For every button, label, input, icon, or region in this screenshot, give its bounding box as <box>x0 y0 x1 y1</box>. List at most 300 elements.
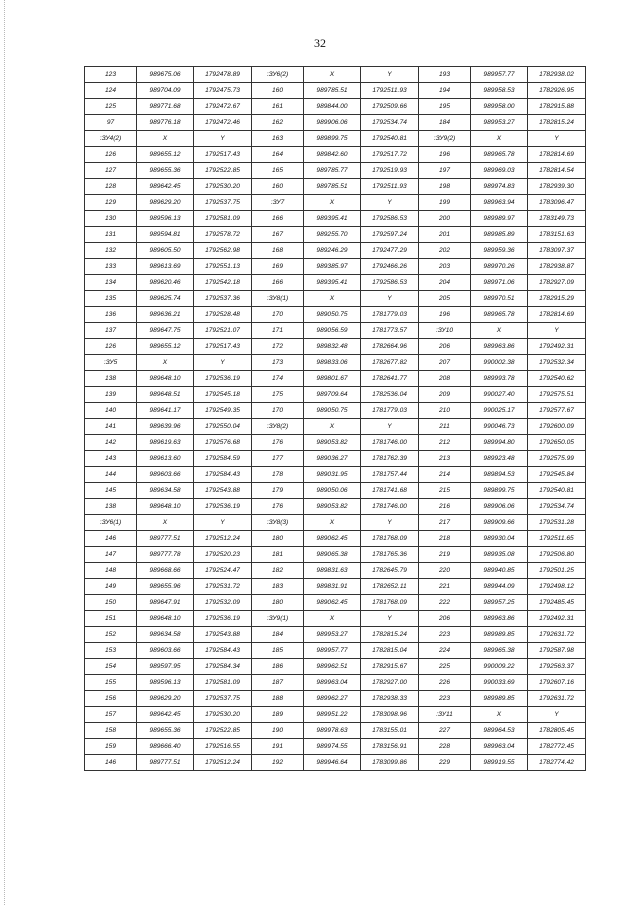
table-cell-x-coordinate: 989962.27 <box>304 691 361 707</box>
table-cell-point-number: 196 <box>419 307 471 323</box>
table-cell-point-number: 151 <box>85 611 137 627</box>
table-cell-y-coordinate: 1792537.36 <box>194 291 252 307</box>
table-cell-point-number: 149 <box>85 579 137 595</box>
table-cell-point-number: :ЗУ8(3) <box>252 515 304 531</box>
table-cell-point-number: 135 <box>85 291 137 307</box>
table-cell-y-coordinate: 1782805.45 <box>528 723 586 739</box>
table-cell-point-number: 163 <box>252 131 304 147</box>
table-cell-y-coordinate: 1792540.62 <box>528 371 586 387</box>
table-row <box>85 67 586 83</box>
table-cell-point-number: 176 <box>252 435 304 451</box>
table-cell-point-number: 124 <box>85 83 137 99</box>
table-row <box>85 115 586 131</box>
table-cell-x-coordinate: 989613.60 <box>137 451 194 467</box>
table-cell-point-number: 203 <box>419 259 471 275</box>
table-cell-point-number: 195 <box>419 99 471 115</box>
table-cell-x-coordinate: 990009.22 <box>471 659 528 675</box>
table-cell-y-coordinate: 1792511.93 <box>361 179 419 195</box>
table-cell-x-coordinate: 989666.40 <box>137 739 194 755</box>
table-cell-y-coordinate: 1781757.44 <box>361 467 419 483</box>
table-cell-point-number: 207 <box>419 355 471 371</box>
table-cell-point-number: 178 <box>252 467 304 483</box>
table-cell-point-number: 219 <box>419 547 471 563</box>
table-cell-y-coordinate: 1792584.43 <box>194 643 252 659</box>
table-cell-y-coordinate: 1781746.00 <box>361 435 419 451</box>
table-cell-point-number: :ЗУ6(1) <box>85 515 137 531</box>
table-cell-y-coordinate: 1792551.13 <box>194 259 252 275</box>
table-cell-point-number: 174 <box>252 371 304 387</box>
table-cell-x-coordinate: 989963.04 <box>304 675 361 691</box>
table-cell-x-coordinate: 989971.06 <box>471 275 528 291</box>
table-cell-x-coordinate: X <box>137 131 194 147</box>
table-cell-x-coordinate: 989785.51 <box>304 83 361 99</box>
table-cell-point-number: 180 <box>252 531 304 547</box>
table-cell-x-coordinate: 989953.27 <box>471 115 528 131</box>
table-cell-x-coordinate: 989831.91 <box>304 579 361 595</box>
table-cell-y-coordinate: 1783151.63 <box>528 227 586 243</box>
table-cell-y-coordinate: 1782927.00 <box>361 675 419 691</box>
table-cell-y-coordinate: 1783096.47 <box>528 195 586 211</box>
table-cell-y-coordinate: 1792575.51 <box>528 387 586 403</box>
table-cell-point-number: 224 <box>419 643 471 659</box>
table-cell-y-coordinate: 1782926.95 <box>528 83 586 99</box>
table-cell-point-number: 179 <box>252 483 304 499</box>
table-cell-y-coordinate: 1782774.42 <box>528 755 586 771</box>
table-cell-x-coordinate: 989963.04 <box>471 739 528 755</box>
table-cell-point-number: 216 <box>419 499 471 515</box>
table-cell-x-coordinate: 989989.97 <box>471 211 528 227</box>
table-row <box>85 99 586 115</box>
table-cell-point-number: 138 <box>85 499 137 515</box>
table-cell-x-coordinate: 990002.38 <box>471 355 528 371</box>
table-cell-point-number: 215 <box>419 483 471 499</box>
table-cell-y-coordinate: 1792537.75 <box>194 691 252 707</box>
table-cell-x-coordinate: 989899.75 <box>471 483 528 499</box>
table-cell-x-coordinate: 989605.50 <box>137 243 194 259</box>
table-cell-y-coordinate: 1792607.16 <box>528 675 586 691</box>
table-cell-x-coordinate: 989062.45 <box>304 595 361 611</box>
table-cell-point-number: 123 <box>85 67 137 83</box>
table-cell-x-coordinate: 989647.75 <box>137 323 194 339</box>
table-cell-point-number: 202 <box>419 243 471 259</box>
table-cell-y-coordinate: 1783156.91 <box>361 739 419 755</box>
table-cell-y-coordinate: 1782645.79 <box>361 563 419 579</box>
table-cell-x-coordinate: 989036.27 <box>304 451 361 467</box>
table-cell-point-number: 222 <box>419 595 471 611</box>
table-cell-y-coordinate: 1792522.85 <box>194 723 252 739</box>
table-cell-x-coordinate: 989785.51 <box>304 179 361 195</box>
table-cell-x-coordinate: 989959.36 <box>471 243 528 259</box>
table-cell-y-coordinate: 1782814.54 <box>528 163 586 179</box>
table-row <box>85 371 586 387</box>
table-cell-x-coordinate: 989050.75 <box>304 403 361 419</box>
table-cell-y-coordinate: 1792475.73 <box>194 83 252 99</box>
table-cell-point-number: 138 <box>85 371 137 387</box>
table-cell-y-coordinate: 1792536.19 <box>194 499 252 515</box>
table-cell-x-coordinate: X <box>304 291 361 307</box>
table-cell-point-number: 197 <box>419 163 471 179</box>
table-cell-y-coordinate: 1792532.09 <box>194 595 252 611</box>
table-cell-x-coordinate: 989940.85 <box>471 563 528 579</box>
table-row <box>85 499 586 515</box>
table-cell-point-number: 176 <box>252 499 304 515</box>
table-cell-x-coordinate: 989246.29 <box>304 243 361 259</box>
table-row <box>85 83 586 99</box>
table-cell-point-number: 142 <box>85 435 137 451</box>
table-cell-point-number: 170 <box>252 307 304 323</box>
table-cell-x-coordinate: 989970.26 <box>471 259 528 275</box>
table-cell-point-number: 162 <box>252 115 304 131</box>
table-cell-x-coordinate: 989675.06 <box>137 67 194 83</box>
table-cell-x-coordinate: X <box>471 707 528 723</box>
table-cell-x-coordinate: 989655.12 <box>137 339 194 355</box>
table-cell-y-coordinate: 1792563.37 <box>528 659 586 675</box>
table-cell-point-number: 160 <box>252 83 304 99</box>
table-cell-x-coordinate: 989831.63 <box>304 563 361 579</box>
table-cell-point-number: 201 <box>419 227 471 243</box>
table-cell-y-coordinate: 1792478.89 <box>194 67 252 83</box>
table-row <box>85 387 586 403</box>
table-cell-point-number: 223 <box>419 691 471 707</box>
table-cell-point-number: 166 <box>252 275 304 291</box>
table-cell-y-coordinate: 1782915.67 <box>361 659 419 675</box>
table-cell-x-coordinate: 989957.25 <box>471 595 528 611</box>
table-cell-y-coordinate: 1792519.93 <box>361 163 419 179</box>
table-cell-x-coordinate: 989603.66 <box>137 643 194 659</box>
table-cell-point-number: 175 <box>252 387 304 403</box>
table-cell-point-number: 139 <box>85 387 137 403</box>
table-cell-x-coordinate: 990027.40 <box>471 387 528 403</box>
table-cell-y-coordinate: 1783099.86 <box>361 755 419 771</box>
table-cell-point-number: 146 <box>85 531 137 547</box>
table-cell-y-coordinate: Y <box>528 707 586 723</box>
table-row <box>85 595 586 611</box>
table-cell-y-coordinate: 1792581.09 <box>194 211 252 227</box>
table-cell-y-coordinate: 1792517.43 <box>194 147 252 163</box>
table-cell-x-coordinate: X <box>304 67 361 83</box>
table-cell-x-coordinate: 990025.17 <box>471 403 528 419</box>
table-cell-point-number: 190 <box>252 723 304 739</box>
table-cell-point-number: 180 <box>252 595 304 611</box>
table-cell-x-coordinate: 989777.51 <box>137 531 194 547</box>
table-cell-point-number: 168 <box>252 243 304 259</box>
table-cell-point-number: 165 <box>252 163 304 179</box>
table-cell-y-coordinate: 1782815.24 <box>361 627 419 643</box>
coordinates-table-body <box>85 67 586 771</box>
table-cell-point-number: 208 <box>419 371 471 387</box>
table-cell-x-coordinate: 989668.66 <box>137 563 194 579</box>
table-cell-point-number: 228 <box>419 739 471 755</box>
table-row <box>85 227 586 243</box>
scan-margin-line <box>4 0 5 905</box>
table-cell-y-coordinate: 1792545.84 <box>528 467 586 483</box>
table-cell-y-coordinate: 1792512.24 <box>194 755 252 771</box>
table-cell-x-coordinate: 989385.97 <box>304 259 361 275</box>
table-cell-y-coordinate: 1781768.09 <box>361 531 419 547</box>
table-cell-y-coordinate: 1781773.57 <box>361 323 419 339</box>
table-cell-y-coordinate: 1792517.43 <box>194 339 252 355</box>
table-cell-y-coordinate: 1783097.37 <box>528 243 586 259</box>
table-cell-point-number: 213 <box>419 451 471 467</box>
table-cell-point-number: 193 <box>419 67 471 83</box>
table-cell-y-coordinate: 1792540.81 <box>361 131 419 147</box>
table-cell-y-coordinate: 1792631.72 <box>528 627 586 643</box>
table-cell-y-coordinate: 1792530.20 <box>194 179 252 195</box>
table-cell-x-coordinate: 989648.10 <box>137 499 194 515</box>
table-cell-x-coordinate: 989906.06 <box>471 499 528 515</box>
table-cell-x-coordinate: 989969.03 <box>471 163 528 179</box>
table-cell-x-coordinate: 989957.77 <box>471 67 528 83</box>
table-cell-y-coordinate: 1792545.18 <box>194 387 252 403</box>
table-cell-y-coordinate: 1792549.35 <box>194 403 252 419</box>
table-cell-x-coordinate: 989655.36 <box>137 163 194 179</box>
table-cell-y-coordinate: 1792517.72 <box>361 147 419 163</box>
table-cell-y-coordinate: 1792522.85 <box>194 163 252 179</box>
table-cell-y-coordinate: 1783155.01 <box>361 723 419 739</box>
table-cell-point-number: 186 <box>252 659 304 675</box>
table-cell-point-number: 221 <box>419 579 471 595</box>
table-cell-y-coordinate: Y <box>528 323 586 339</box>
table-row <box>85 659 586 675</box>
table-row <box>85 307 586 323</box>
table-cell-y-coordinate: 1792575.99 <box>528 451 586 467</box>
table-cell-y-coordinate: 1781779.03 <box>361 307 419 323</box>
table-cell-y-coordinate: 1782927.09 <box>528 275 586 291</box>
table-cell-point-number: 173 <box>252 355 304 371</box>
table-cell-point-number: 199 <box>419 195 471 211</box>
table-row <box>85 515 586 531</box>
table-cell-y-coordinate: 1792506.80 <box>528 547 586 563</box>
table-cell-point-number: 214 <box>419 467 471 483</box>
table-cell-y-coordinate: 1792586.53 <box>361 275 419 291</box>
table-cell-point-number: 152 <box>85 627 137 643</box>
table-row <box>85 419 586 435</box>
table-cell-x-coordinate: 989603.66 <box>137 467 194 483</box>
table-cell-x-coordinate: 989625.74 <box>137 291 194 307</box>
table-cell-y-coordinate: 1792512.24 <box>194 531 252 547</box>
table-cell-point-number: :ЗУ6(2) <box>252 67 304 83</box>
table-cell-point-number: 166 <box>252 211 304 227</box>
table-cell-y-coordinate: 1782652.11 <box>361 579 419 595</box>
table-cell-x-coordinate: 989944.09 <box>471 579 528 595</box>
table-cell-x-coordinate: 989842.60 <box>304 147 361 163</box>
table-cell-x-coordinate: 989655.96 <box>137 579 194 595</box>
table-row <box>85 339 586 355</box>
table-cell-y-coordinate: 1792562.98 <box>194 243 252 259</box>
table-cell-point-number: 154 <box>85 659 137 675</box>
table-cell-y-coordinate: 1792597.24 <box>361 227 419 243</box>
table-cell-x-coordinate: 989964.53 <box>471 723 528 739</box>
table-cell-x-coordinate: 989619.63 <box>137 435 194 451</box>
table-row <box>85 707 586 723</box>
table-row <box>85 675 586 691</box>
table-cell-point-number: 158 <box>85 723 137 739</box>
table-cell-x-coordinate: 989919.55 <box>471 755 528 771</box>
table-cell-point-number: 134 <box>85 275 137 291</box>
table-cell-x-coordinate: 989923.48 <box>471 451 528 467</box>
table-cell-point-number: :ЗУ10 <box>419 323 471 339</box>
coordinates-table <box>84 66 586 771</box>
table-cell-y-coordinate: 1792530.20 <box>194 707 252 723</box>
table-cell-y-coordinate: 1792534.74 <box>528 499 586 515</box>
table-cell-y-coordinate: 1792492.31 <box>528 339 586 355</box>
table-cell-y-coordinate: 1783149.73 <box>528 211 586 227</box>
table-cell-point-number: 209 <box>419 387 471 403</box>
table-cell-point-number: 184 <box>419 115 471 131</box>
table-cell-x-coordinate: X <box>471 323 528 339</box>
table-row <box>85 739 586 755</box>
table-cell-y-coordinate: 1792477.29 <box>361 243 419 259</box>
table-cell-y-coordinate: 1781762.39 <box>361 451 419 467</box>
table-row <box>85 243 586 259</box>
table-cell-point-number: 169 <box>252 259 304 275</box>
table-cell-point-number: :ЗУ11 <box>419 707 471 723</box>
table-cell-x-coordinate: 989639.96 <box>137 419 194 435</box>
table-cell-x-coordinate: 989899.75 <box>304 131 361 147</box>
table-cell-point-number: :ЗУ9(1) <box>252 611 304 627</box>
table-cell-y-coordinate: 1792520.23 <box>194 547 252 563</box>
table-cell-point-number: 223 <box>419 627 471 643</box>
table-row <box>85 547 586 563</box>
table-cell-x-coordinate: X <box>304 419 361 435</box>
table-row <box>85 691 586 707</box>
table-row <box>85 323 586 339</box>
table-cell-y-coordinate: 1782772.45 <box>528 739 586 755</box>
table-cell-point-number: 167 <box>252 227 304 243</box>
table-row <box>85 483 586 499</box>
table-cell-y-coordinate: 1792542.18 <box>194 275 252 291</box>
table-cell-y-coordinate: 1792540.81 <box>528 483 586 499</box>
table-cell-y-coordinate: 1782814.69 <box>528 147 586 163</box>
table-cell-point-number: 182 <box>252 563 304 579</box>
table-row <box>85 467 586 483</box>
table-cell-point-number: 147 <box>85 547 137 563</box>
table-cell-x-coordinate: 989395.41 <box>304 275 361 291</box>
table-cell-x-coordinate: 989833.06 <box>304 355 361 371</box>
table-cell-point-number: :ЗУ8(1) <box>252 291 304 307</box>
table-cell-y-coordinate: 1782938.02 <box>528 67 586 83</box>
table-row <box>85 723 586 739</box>
table-cell-point-number: 148 <box>85 563 137 579</box>
table-cell-x-coordinate: 989801.67 <box>304 371 361 387</box>
table-cell-x-coordinate: X <box>304 195 361 211</box>
table-cell-point-number: 226 <box>419 675 471 691</box>
table-cell-x-coordinate: 989989.85 <box>471 627 528 643</box>
table-cell-point-number: 140 <box>85 403 137 419</box>
table-cell-x-coordinate: 989771.68 <box>137 99 194 115</box>
table-cell-point-number: 196 <box>419 147 471 163</box>
table-cell-point-number: 164 <box>252 147 304 163</box>
table-cell-y-coordinate: 1792532.34 <box>528 355 586 371</box>
table-cell-y-coordinate: 1792543.88 <box>194 627 252 643</box>
table-cell-x-coordinate: X <box>137 355 194 371</box>
table-cell-point-number: :ЗУ7 <box>252 195 304 211</box>
table-cell-y-coordinate: 1792524.47 <box>194 563 252 579</box>
table-cell-x-coordinate: 989648.10 <box>137 611 194 627</box>
table-cell-point-number: 192 <box>252 755 304 771</box>
table-cell-x-coordinate: 989704.09 <box>137 83 194 99</box>
table-cell-x-coordinate: 989777.51 <box>137 755 194 771</box>
table-cell-point-number: 157 <box>85 707 137 723</box>
table-cell-point-number: 126 <box>85 339 137 355</box>
table-cell-y-coordinate: 1792600.09 <box>528 419 586 435</box>
table-cell-x-coordinate: 990046.73 <box>471 419 528 435</box>
table-cell-point-number: 161 <box>252 99 304 115</box>
table-cell-x-coordinate: 989642.45 <box>137 179 194 195</box>
table-cell-y-coordinate: 1792550.04 <box>194 419 252 435</box>
table-cell-x-coordinate: 989957.77 <box>304 643 361 659</box>
table-cell-point-number: 200 <box>419 211 471 227</box>
table-cell-y-coordinate: 1792578.72 <box>194 227 252 243</box>
table-cell-x-coordinate: X <box>471 131 528 147</box>
table-cell-point-number: 160 <box>252 179 304 195</box>
table-cell-y-coordinate: Y <box>361 515 419 531</box>
table-cell-point-number: 136 <box>85 307 137 323</box>
table-cell-point-number: 155 <box>85 675 137 691</box>
table-cell-y-coordinate: 1782814.69 <box>528 307 586 323</box>
table-row <box>85 147 586 163</box>
table-row <box>85 627 586 643</box>
table-cell-point-number: 229 <box>419 755 471 771</box>
table-cell-x-coordinate: 989832.48 <box>304 339 361 355</box>
table-cell-x-coordinate: 989641.17 <box>137 403 194 419</box>
table-cell-y-coordinate: Y <box>361 611 419 627</box>
table-cell-y-coordinate: 1781768.09 <box>361 595 419 611</box>
table-cell-x-coordinate: 989946.64 <box>304 755 361 771</box>
table-cell-x-coordinate: 989993.78 <box>471 371 528 387</box>
table-cell-y-coordinate: 1792577.67 <box>528 403 586 419</box>
table-cell-x-coordinate: 989053.82 <box>304 435 361 451</box>
table-cell-y-coordinate: 1781779.03 <box>361 403 419 419</box>
table-row <box>85 195 586 211</box>
table-cell-x-coordinate: 989050.75 <box>304 307 361 323</box>
table-cell-point-number: 198 <box>419 179 471 195</box>
table-cell-x-coordinate: 989963.86 <box>471 611 528 627</box>
table-row <box>85 275 586 291</box>
table-cell-x-coordinate: 989953.27 <box>304 627 361 643</box>
table-cell-x-coordinate: 989962.51 <box>304 659 361 675</box>
table-cell-x-coordinate: 989930.04 <box>471 531 528 547</box>
table-cell-y-coordinate: 1792472.46 <box>194 115 252 131</box>
table-cell-x-coordinate: 989909.66 <box>471 515 528 531</box>
table-cell-x-coordinate: 989596.13 <box>137 211 194 227</box>
table-cell-point-number: 131 <box>85 227 137 243</box>
table-cell-x-coordinate: 989906.06 <box>304 115 361 131</box>
table-row <box>85 451 586 467</box>
table-cell-y-coordinate: 1792536.19 <box>194 371 252 387</box>
table-row <box>85 643 586 659</box>
table-row <box>85 403 586 419</box>
table-cell-x-coordinate: X <box>304 515 361 531</box>
table-cell-x-coordinate: X <box>304 611 361 627</box>
table-cell-x-coordinate: 989970.51 <box>471 291 528 307</box>
table-cell-point-number: 137 <box>85 323 137 339</box>
table-cell-x-coordinate: 989636.21 <box>137 307 194 323</box>
table-cell-point-number: 145 <box>85 483 137 499</box>
table-cell-x-coordinate: 989844.00 <box>304 99 361 115</box>
table-cell-point-number: :ЗУ4(2) <box>85 131 137 147</box>
table-cell-y-coordinate: Y <box>194 355 252 371</box>
table-cell-y-coordinate: 1782938.33 <box>361 691 419 707</box>
table-cell-x-coordinate: 989974.55 <box>304 739 361 755</box>
table-cell-y-coordinate: 1781741.68 <box>361 483 419 499</box>
table-cell-y-coordinate: Y <box>194 131 252 147</box>
table-cell-x-coordinate: 989648.10 <box>137 371 194 387</box>
table-row <box>85 291 586 307</box>
table-row <box>85 755 586 771</box>
table-cell-x-coordinate: 989062.45 <box>304 531 361 547</box>
table-cell-point-number: 125 <box>85 99 137 115</box>
